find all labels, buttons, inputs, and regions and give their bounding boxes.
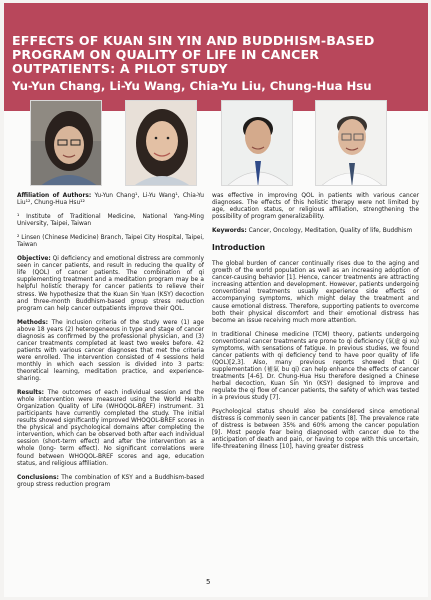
author-photo-2 bbox=[125, 100, 197, 186]
title-banner bbox=[4, 3, 428, 111]
keywords-paragraph bbox=[212, 228, 419, 235]
right-column bbox=[212, 193, 419, 458]
affiliation-institution-1: ¹ Institute of Traditional Medicine, National Yang-Ming University, Taipei, Taiwan bbox=[17, 214, 204, 228]
page-sheet bbox=[4, 3, 428, 597]
conclusions-text: The combination of KSY and a Buddhism-based group stress reduction program bbox=[17, 474, 205, 488]
introduction-paragraph-1: The global burden of cancer continually rises due to the aging and growth of the world population as well as an increasing adoption of cancer-causing behavior [1]. Hence, cancer treatments are attracting increasing attention and development. However, patients undergoing conventional treatments usually experience side effects or accompanying symptoms, which might delay the treatment and cause emotional distress. Therefore, supporting patients to overcome both their physical discomfort and their emotional distress has become an issue receiving much more attention. bbox=[212, 261, 419, 324]
conclusions-continued: was effective in improving QOL in patients with various cancer diagnoses. The effects of this holistic therapy were not limited by age, education status, or religious affiliation, strengthening the possibility of program generalizability. bbox=[212, 193, 419, 221]
author-photo-1 bbox=[30, 100, 102, 186]
author-photos bbox=[4, 100, 428, 188]
introduction-heading: Introduction bbox=[212, 243, 266, 253]
keywords-text: Cancer, Oncology, Meditation, Quality of life, Buddhism bbox=[248, 228, 413, 235]
affiliation-authors: Yu-Yun Chang¹, Li-Yu Wang¹, Chia-Yu Liu¹², Chung-Hua Hsu¹² bbox=[17, 193, 204, 207]
methods-text: The inclusion criteria of the study were (1) age above 18 years (2) heterogeneous in type and stage of cancer diagnosis as confirmed by the professional physician, and (3) cancer treatments completed at least two weeks before. 42 patients with various cancer diagnoses that met the criteria were enrolled. The intervention consisted of 4 sessions held monthly in which each session is divided into 3 parts: theoretical learning, meditation practice, and experience-sharing. bbox=[17, 319, 204, 383]
author-list: Yu-Yun Chang, Li-Yu Wang, Chia-Yu Liu, Chung-Hua Hsu bbox=[12, 79, 372, 93]
introduction-paragraph-2: In traditional Chinese medicine (TCM) theory, patients undergoing conventional cancer treatments are prone to qi deficiency (氣虛 qi xu) symptoms, with sensations of fatigue. In previous studies, we found cancer patients with qi deficiency tend to have poor quality of life (QOL)[2,3]. Also, many previous reports showed that Qi supplementation (補氣 bu qi) can help enhance the effects of cancer treatments [4-6]. Dr. Chung-Hua Hsu therefore designed a Chinese herbal decoction, Kuan Sin Yin (KSY) designed to improve and regulate the qi flow of cancer patients, the safety of which was tested in a previous study [7]. bbox=[212, 331, 419, 402]
results-paragraph bbox=[17, 390, 204, 468]
left-column bbox=[17, 193, 204, 496]
objective-paragraph bbox=[17, 256, 204, 312]
conclusions-paragraph bbox=[17, 475, 204, 489]
author-photo-4 bbox=[315, 100, 387, 186]
results-text: The outcomes of each individual session and the whole intervention were measured using the World Health Organization Quality of Life (WHOQOL-BREF) instrument. 31 participants have currently completed the study. The initial results showed significantly improved WHOQOL-BREF scores in the physical and psychological domains after completing the intervention, which can be observed both after each individual session (short-term effect) and after the intervention as a whole (long- term effect). No significant correlations were found between WHOQOL-BREF scores and age, education status, and religious affiliation. bbox=[17, 390, 205, 467]
objective-text: Qi deficiency and emotional distress are commonly seen in cancer patients, and result in reducing the quality of life (QOL) of cancer patients. The combination of qi supplementing treatment and a meditation program may be a helpful holistic therapy for cancer patients to relieve their stress. We hypothesize that the Kuan Sin Yuan (KSY) decoction and three-month Buddhism-based group stress reduction program can help cancer outpatients improve their QOL. bbox=[17, 256, 204, 312]
introduction-paragraph-3: Psychological status should also be considered since emotional distress is commonly seen in cancer patients [8]. The prevalence rate of distress is between 35% and 60% among the cancer population [9]. Most people fear being diagnosed with cancer due to the anticipation of death and pain, or having to cope with this uncertain, life-threatening illness [10], having greater distress bbox=[212, 409, 419, 451]
methods-label: Methods: bbox=[17, 319, 48, 326]
methods-paragraph bbox=[17, 320, 204, 383]
results-label: Results: bbox=[17, 390, 44, 397]
affiliation-block bbox=[17, 193, 204, 207]
paper-title: EFFECTS OF KUAN SIN YIN AND BUDDHISM-BASED PROGRAM ON QUALITY OF LIFE IN CANCER OUTPATIENTS: A PILOT STUDY bbox=[12, 33, 375, 76]
conclusions-label: Conclusions: bbox=[17, 474, 59, 481]
page-number: 5 bbox=[206, 578, 211, 586]
author-photo-3 bbox=[221, 100, 293, 186]
affiliation-label: Affiliation of Authors: bbox=[17, 193, 92, 199]
affiliation-institution-2: ² Linsen (Chinese Medicine) Branch, Taipei City Hospital, Taipei, Taiwan bbox=[17, 235, 204, 249]
keywords-label: Keywords: bbox=[212, 228, 247, 235]
objective-label: Objective: bbox=[17, 256, 51, 263]
